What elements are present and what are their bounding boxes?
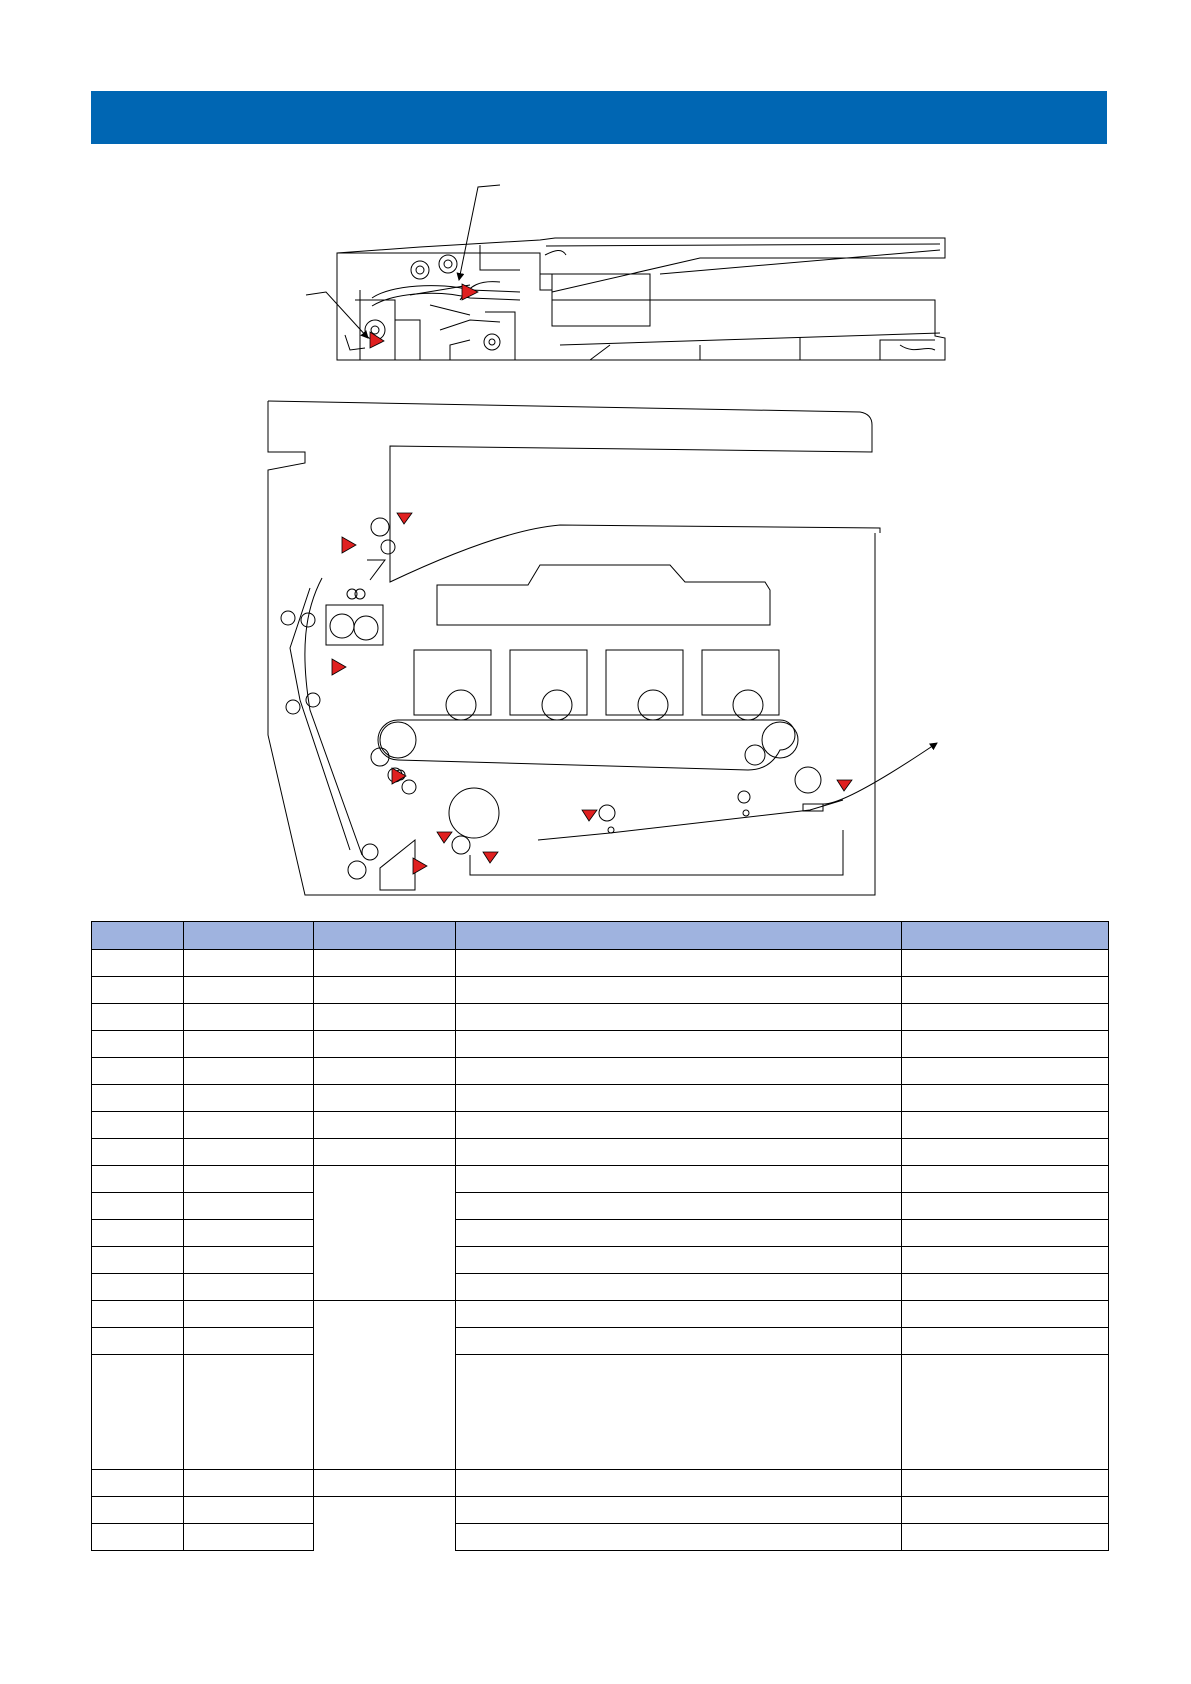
table-cell	[184, 1220, 314, 1247]
table-cell	[92, 1355, 184, 1470]
table-cell	[456, 1497, 902, 1524]
table-cell	[92, 1112, 184, 1139]
table-cell	[184, 950, 314, 977]
table-cell	[184, 1139, 314, 1166]
sensor-marker	[332, 659, 346, 675]
table-cell	[184, 1247, 314, 1274]
column-header	[184, 922, 314, 950]
table-row	[92, 1524, 1109, 1551]
table-cell	[92, 1497, 184, 1524]
printer-engine-diagram	[268, 401, 937, 895]
table-cell	[902, 1166, 1109, 1193]
table-cell	[456, 1274, 902, 1301]
table-cell	[902, 977, 1109, 1004]
sensor-marker	[413, 858, 427, 874]
table-cell	[92, 1301, 184, 1328]
table-cell	[902, 1031, 1109, 1058]
sensor-marker	[837, 780, 852, 791]
table-cell	[314, 1470, 456, 1497]
table-cell-merged	[314, 1166, 456, 1301]
table-row	[92, 1085, 1109, 1112]
column-header	[314, 922, 456, 950]
table-row	[92, 1355, 1109, 1470]
table-cell	[314, 1085, 456, 1112]
table-cell	[902, 1274, 1109, 1301]
table-cell	[456, 1355, 902, 1470]
table-cell	[902, 1220, 1109, 1247]
table-cell	[902, 1193, 1109, 1220]
table-row	[92, 977, 1109, 1004]
table-cell	[902, 1497, 1109, 1524]
table-cell	[184, 1058, 314, 1085]
table-cell	[456, 1112, 902, 1139]
table-cell	[456, 1301, 902, 1328]
table-cell	[92, 1139, 184, 1166]
table-cell	[902, 1085, 1109, 1112]
sensor-marker	[483, 852, 498, 863]
table-cell	[184, 1301, 314, 1328]
table-cell	[92, 1470, 184, 1497]
table-cell	[184, 1328, 314, 1355]
table-cell	[184, 1166, 314, 1193]
table-cell	[456, 1139, 902, 1166]
table-cell	[456, 1220, 902, 1247]
table-cell	[92, 1085, 184, 1112]
table-cell-merged	[314, 1497, 456, 1551]
table-row	[92, 1193, 1109, 1220]
table-cell	[184, 1004, 314, 1031]
table-cell	[92, 1247, 184, 1274]
table-cell	[456, 1004, 902, 1031]
table-cell	[314, 950, 456, 977]
table-row	[92, 1301, 1109, 1328]
table-row	[92, 1328, 1109, 1355]
table-cell	[902, 1301, 1109, 1328]
table-cell	[902, 1112, 1109, 1139]
table-row	[92, 1004, 1109, 1031]
table-row	[92, 1220, 1109, 1247]
table-cell	[902, 1524, 1109, 1551]
table-cell	[314, 1112, 456, 1139]
table-cell	[456, 1031, 902, 1058]
table-cell	[184, 1085, 314, 1112]
table-cell	[456, 1085, 902, 1112]
table-cell	[902, 1004, 1109, 1031]
table-cell	[314, 1004, 456, 1031]
sensor-marker	[370, 332, 384, 348]
document-feeder-diagram	[306, 185, 945, 360]
table-cell	[92, 1193, 184, 1220]
table-cell	[456, 1524, 902, 1551]
table-cell	[902, 950, 1109, 977]
table-cell	[92, 950, 184, 977]
table-cell	[456, 1247, 902, 1274]
column-header	[456, 922, 902, 950]
parts-table	[91, 921, 1109, 1551]
table-cell	[92, 1274, 184, 1301]
table-cell	[184, 1355, 314, 1470]
table-header-row	[92, 922, 1109, 950]
table-cell	[92, 1058, 184, 1085]
table-cell	[456, 1470, 902, 1497]
table-row	[92, 1247, 1109, 1274]
table-row	[92, 950, 1109, 977]
engine-sensor-markers	[332, 513, 852, 874]
table-row	[92, 1274, 1109, 1301]
table-cell	[184, 1274, 314, 1301]
table-cell	[456, 977, 902, 1004]
table-cell-merged	[314, 1301, 456, 1470]
sensor-marker	[342, 537, 356, 553]
column-header	[902, 922, 1109, 950]
sensor-marker	[437, 832, 452, 843]
table-cell	[314, 1058, 456, 1085]
table-cell	[314, 1031, 456, 1058]
table-cell	[456, 1328, 902, 1355]
table-row	[92, 1112, 1109, 1139]
table-cell	[92, 1328, 184, 1355]
table-cell	[92, 1031, 184, 1058]
table-row	[92, 1031, 1109, 1058]
table-cell	[456, 950, 902, 977]
sensor-marker	[582, 810, 597, 821]
table-cell	[184, 1112, 314, 1139]
sensor-marker	[397, 513, 412, 524]
table-cell	[184, 1497, 314, 1524]
table-row	[92, 1166, 1109, 1193]
table-cell	[92, 1004, 184, 1031]
table-cell	[902, 1139, 1109, 1166]
table-cell	[92, 1524, 184, 1551]
table-cell	[184, 1470, 314, 1497]
table-cell	[902, 1058, 1109, 1085]
table-cell	[902, 1247, 1109, 1274]
table-row	[92, 1497, 1109, 1524]
table-row	[92, 1139, 1109, 1166]
table-cell	[902, 1328, 1109, 1355]
table-row	[92, 1470, 1109, 1497]
table-cell	[184, 977, 314, 1004]
table-cell	[314, 977, 456, 1004]
table-cell	[314, 1139, 456, 1166]
table-cell	[902, 1470, 1109, 1497]
table-cell	[184, 1031, 314, 1058]
table-cell	[902, 1355, 1109, 1470]
table-cell	[456, 1058, 902, 1085]
table-cell	[92, 1166, 184, 1193]
table-cell	[184, 1524, 314, 1551]
table-cell	[92, 977, 184, 1004]
table-cell	[92, 1220, 184, 1247]
table-cell	[456, 1166, 902, 1193]
column-header	[92, 922, 184, 950]
table-cell	[456, 1193, 902, 1220]
table-row	[92, 1058, 1109, 1085]
table-cell	[184, 1193, 314, 1220]
